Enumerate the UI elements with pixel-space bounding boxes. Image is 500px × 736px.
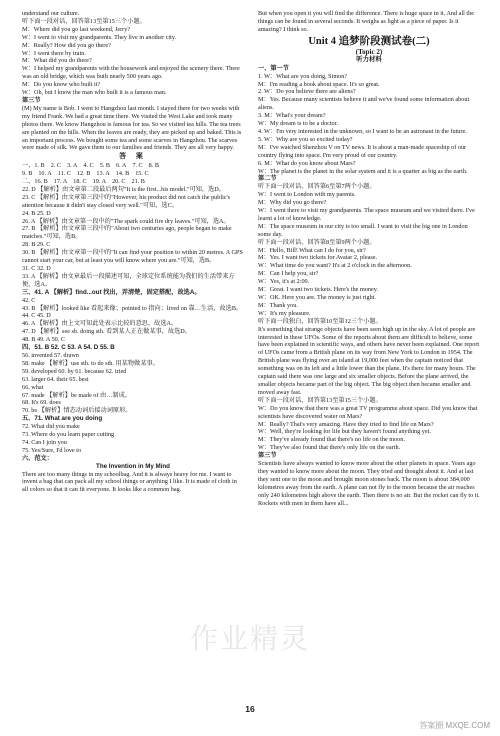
text-paragraph: W：They've also found that there's only life on the earth. xyxy=(258,444,401,452)
answer-detail: 24. B 25. D xyxy=(22,209,51,217)
right-top-text xyxy=(258,10,480,34)
document-page xyxy=(22,10,480,710)
unit-topic: (Topic 2) xyxy=(355,47,383,56)
answer-item: 20. C xyxy=(112,178,126,186)
answer-detail: 46. A 【解析】由上文可知此处表示比较的意思，故选A。 xyxy=(22,320,178,328)
answer-detail: 30. B 【解析】由文章第一段中的"It can find your position to within 20 metres. A GPS cannot start your car, but at least you will know where you are."可知，选B。 xyxy=(22,249,243,265)
answer-item: 11. C xyxy=(57,170,71,178)
text-paragraph: M：The space museum in our city is too small. I want to visit the big one in London some day. xyxy=(258,222,468,238)
text-paragraph: M：Yes. Because many scientists believe it and we've found some information about aliens. xyxy=(258,96,470,112)
watermark: 作业精灵 xyxy=(190,623,311,654)
text-paragraph: M：Great. I want two tickets. Here's the money. xyxy=(258,286,378,294)
answer-row xyxy=(22,170,244,178)
answer-item: 17. A xyxy=(53,178,68,186)
text-paragraph: But when you open it you will find the difference. There is huge space in it. And all the things can be found in several seconds. It weighs as light as a piece of paper. Is it amazing? I think so. xyxy=(258,10,474,33)
answer-details xyxy=(22,186,244,494)
answer-detail: 47. D 【解析】see sb. doing sth. 看到某人正在做某事，故选D。 xyxy=(22,328,191,336)
answer-detail: 68. It's 69. does xyxy=(22,399,61,407)
answer-item: 3. A xyxy=(67,162,78,170)
answer-detail: 四、51. B 52. C 53. A 54. D 55. B xyxy=(22,344,115,352)
answer-title: 答 案 xyxy=(119,152,147,161)
text-paragraph: W：I helped my grandparents with the housework and enjoyed the scenery there. There was an old bridge, which was built nearly 500 years ago. xyxy=(22,65,240,81)
answer-row xyxy=(22,178,244,186)
answer-detail: 六、范文： xyxy=(22,454,53,462)
text-paragraph: M：Hello, Bill! What can I do for you, sir? xyxy=(258,246,366,254)
answer-detail: 42. C xyxy=(22,296,36,304)
answer-detail: 66. what xyxy=(22,383,44,391)
answer-detail: 28. B 29. C xyxy=(22,241,51,249)
text-paragraph: W：The planet is the planet in the solar system and it is a quarter as big as the earth. xyxy=(258,167,468,175)
answer-detail: 70. be 【解析】情态动词后接动词原形。 xyxy=(22,407,132,415)
answer-detail: 75. Yes/Sure, I'd love to xyxy=(22,446,82,454)
text-paragraph: 3. M：What's your dream? xyxy=(258,112,326,120)
answer-detail: 48. B 49. A 50. C xyxy=(22,336,65,344)
text-paragraph: M：Why did you go there? xyxy=(258,199,327,207)
text-paragraph: W：Well, they're looking for life but they haven't found anything yet. xyxy=(258,428,431,436)
text-paragraph: M：What did you do there? xyxy=(22,57,92,65)
text-paragraph: M：Really? How did you go there? xyxy=(22,41,111,49)
text-paragraph: understand our culture. xyxy=(22,10,80,17)
answer-detail: 22. D 【解析】由文章第二段最后两句"It is the first...his model."可知，选D。 xyxy=(22,185,225,193)
right-column xyxy=(258,10,480,507)
answer-detail: 33. A 【解析】由文章最后一段描述可知，全球定位系统能为我们的生活带来方便，选A。 xyxy=(22,272,235,288)
text-paragraph: W：OK. Here you are. The money is just right. xyxy=(258,294,376,301)
answer-item: 14. B xyxy=(115,170,130,178)
text-paragraph: 第三节 xyxy=(258,452,277,460)
answer-detail: 63. larger 64. their 65. best xyxy=(22,375,89,383)
answer-item: 21. B xyxy=(131,178,145,186)
text-paragraph: 1. W：What are you doing, Simon? xyxy=(258,72,348,80)
text-paragraph: 听下面一段对话，回答第8至第9两个小题。 xyxy=(258,238,376,246)
text-paragraph: M：I've watched Shenzhou V on TV news. It is about a man-made spaceship of our country flying into space. I'm very proud of our country. xyxy=(258,143,467,159)
text-paragraph: M：Do you know who built it? xyxy=(22,81,101,89)
text-paragraph: 4. W：I'm very interested in the unknown, so I want to be an astronaut in the future. xyxy=(258,127,467,135)
answer-item: 9. B xyxy=(22,170,33,178)
text-paragraph: 5. W：Why are you so excited today? xyxy=(258,135,353,143)
answer-detail: 27. B 【解析】由文章第三段中的"About two centuries ago, people began to make matches."可知，选B。 xyxy=(22,225,232,241)
answer-detail: 三、41. A 【解析】find...out 找出，弄清楚，固定搭配，故选A。 xyxy=(22,288,201,296)
text-paragraph: 第三节 xyxy=(22,96,41,104)
answer-item: 19. A xyxy=(92,178,107,186)
unit-title: Unit 4 追梦阶段测试卷(二) xyxy=(308,35,430,47)
answer-item: 一、1. B xyxy=(22,162,45,170)
text-paragraph: W：It's my pleasure. xyxy=(258,309,311,317)
answer-item: 6. A xyxy=(116,162,127,170)
text-paragraph: W：Do you know that there was a great TV programme about space. Did you know that scientists have discovered water on Mars? xyxy=(258,404,478,420)
text-paragraph: M：Can I help you, sir? xyxy=(258,270,319,278)
text-paragraph: W：I went to London with my parents. xyxy=(258,191,356,199)
text-paragraph: (M) My name is Bob. I went to Hangzhou last month. I stayed there for two weeks with my friend Frank. We had a great time there. We visited the West Lake and took many photos there. We know Hangzhou is famous for tea. So we visited tea hills. The tea trees are planted on the hills. When the leaves are ready, they are picked up and baked. This is an important process. We bought some tea and some scarves in Hangzhou. The scarves were made of silk. We gave them to our families and friends. They are all very happy. xyxy=(22,104,242,152)
answer-item: 15. C xyxy=(135,170,149,178)
answer-item: 12. B xyxy=(76,170,91,178)
answer-detail: 58. make 【解析】use sth. to do sth. 用某物做某事。 xyxy=(22,359,159,367)
section-heading: 一、第一节 xyxy=(258,64,289,72)
text-paragraph: M：Where did you go last weekend, Jerry? xyxy=(22,25,131,33)
answer-detail: 43. B 【解析】looked like 看起来像；pointed to 指向；lived on 靠…生活，故选B。 xyxy=(22,304,243,312)
text-paragraph: W：What time do you want? It's at 2 o'clock in the afternoon. xyxy=(258,262,412,270)
text-paragraph: 听下面一段对话，回答第13至第15三个小题。 xyxy=(22,17,146,25)
text-paragraph: 6. M：What do you know about Mars? xyxy=(258,159,356,167)
left-listening-text xyxy=(22,10,244,152)
left-column xyxy=(22,10,244,494)
text-paragraph: M：I'm reading a book about space. It's so great. xyxy=(258,80,380,88)
answer-item: 2. C xyxy=(50,162,62,170)
answer-detail: 73. Where do you learn paper cutting xyxy=(22,431,115,439)
text-paragraph: W：My dream is to be a doctor. xyxy=(258,120,338,128)
answer-detail: The Invention in My Mind xyxy=(96,462,170,470)
answer-detail: 23. C 【解析】由文章第三段中的"However, his product did not catch the public's attention because it didn't stay closed very well."可知，选C。 xyxy=(22,193,231,209)
answer-detail: 56. invented 57. drawn xyxy=(22,351,79,359)
text-paragraph: M：Yes. I want two tickets for Avatar 2, please. xyxy=(258,254,378,262)
text-paragraph: W：I went there to visit my grandparents. The space museum and we visited there. I've learnt a lot of knowledge. xyxy=(258,207,475,222)
text-paragraph: 听下面一段对话，回答第13至第15三个小题。 xyxy=(258,396,382,404)
answer-detail: 67. made 【解析】be made of 由…制成。 xyxy=(22,391,131,399)
text-paragraph: M：Really? That's very amazing. Have they tried to find life on Mars? xyxy=(258,420,434,428)
text-paragraph: W：I went there by train. xyxy=(22,49,86,57)
text-paragraph: 听下面一段独白，回答第10至第12三个小题。 xyxy=(258,317,382,325)
text-paragraph: W：Yes, it's at 2:00. xyxy=(258,278,310,286)
text-paragraph: 第二节 xyxy=(258,175,277,183)
text-paragraph: W：Oh, but I know the man who built it is a famous man. xyxy=(22,89,167,97)
answer-detail: 59. developed 60. by 61. because 62. tried xyxy=(22,367,127,375)
answer-item: 13. A xyxy=(96,170,110,178)
text-paragraph: 2. W：Do you believe there are aliens? xyxy=(258,88,356,96)
answer-detail: 72. What did you make xyxy=(22,423,80,431)
answer-item: 二、16. B xyxy=(22,178,48,186)
answer-item: 5. B xyxy=(99,162,111,170)
answer-detail: 26. A 【解析】由文章第一段中的"The spark could fire dry leaves."可知，选A。 xyxy=(22,217,230,225)
text-paragraph: W：I went to visit my grandparents. They live in another city. xyxy=(22,33,177,41)
answer-detail: 44. C 45. D xyxy=(22,312,51,320)
right-listening-text xyxy=(258,73,480,508)
answer-item: 8. B xyxy=(148,162,159,170)
answer-detail: There are too many things in my schoolbag. And it is always heavy for me. I want to invent a bag that can pack all my school things or anything I like. It is made of cloth in all colors so that it can fit everyone. It looks like a common bag. xyxy=(22,470,237,494)
answer-detail: 74. Can I join you xyxy=(22,438,67,446)
site-logo: 答案圈 MXQE.COM xyxy=(419,721,490,731)
answer-item: 18. C xyxy=(73,178,87,186)
answer-detail: 五、71. What are you doing xyxy=(22,415,103,423)
answer-item: 4. C xyxy=(83,162,94,170)
page-number: 16 xyxy=(245,704,255,714)
text-paragraph: It's something that strange objects have been seen high up in the sky. A lot of people are interested in these UFOs. Some of the reports about them are difficult to believe, some have been explained in scientific ways, and others have never been explained. One report of UFOs came from a British plane on its way from New York to London in 1954. The British plane was flying over an island at 19,000 feet when the captain noticed that something was on its left and a little lower than the plane. It's there for many hours. The captain said there was one large and six smaller objects. Before the plane arrived, the smaller objects became part of the big object. The big object then became smaller and moved away fast. xyxy=(258,325,480,396)
text-paragraph: M：They've already found that there's no life on the moon. xyxy=(258,436,405,444)
text-paragraph: M：Thank you. xyxy=(258,301,298,309)
answer-detail: 31. C 32. D xyxy=(22,265,51,272)
answer-row xyxy=(22,162,244,170)
answer-item: 7. C xyxy=(132,162,143,170)
answer-item: 10. A xyxy=(38,170,52,178)
text-paragraph: 听下面一段对话，回答第6至第7两个小题。 xyxy=(258,183,376,191)
listening-material-tag: 听力材料 xyxy=(356,55,382,63)
text-paragraph: Scientists have always wanted to know more about the other planets in space. Years ago they wanted to know more about the moon. They tried and thought about it. And at last they sent one to the moon and brought moon stones back. The moon is about 384,000 kilometres away from the earth. A plane can not fly to the moon because the air reaches only 240 kilometres high above the earth. Then there is no air. But the rocket can fly to it. Rockets with men in them have all... xyxy=(258,460,480,507)
